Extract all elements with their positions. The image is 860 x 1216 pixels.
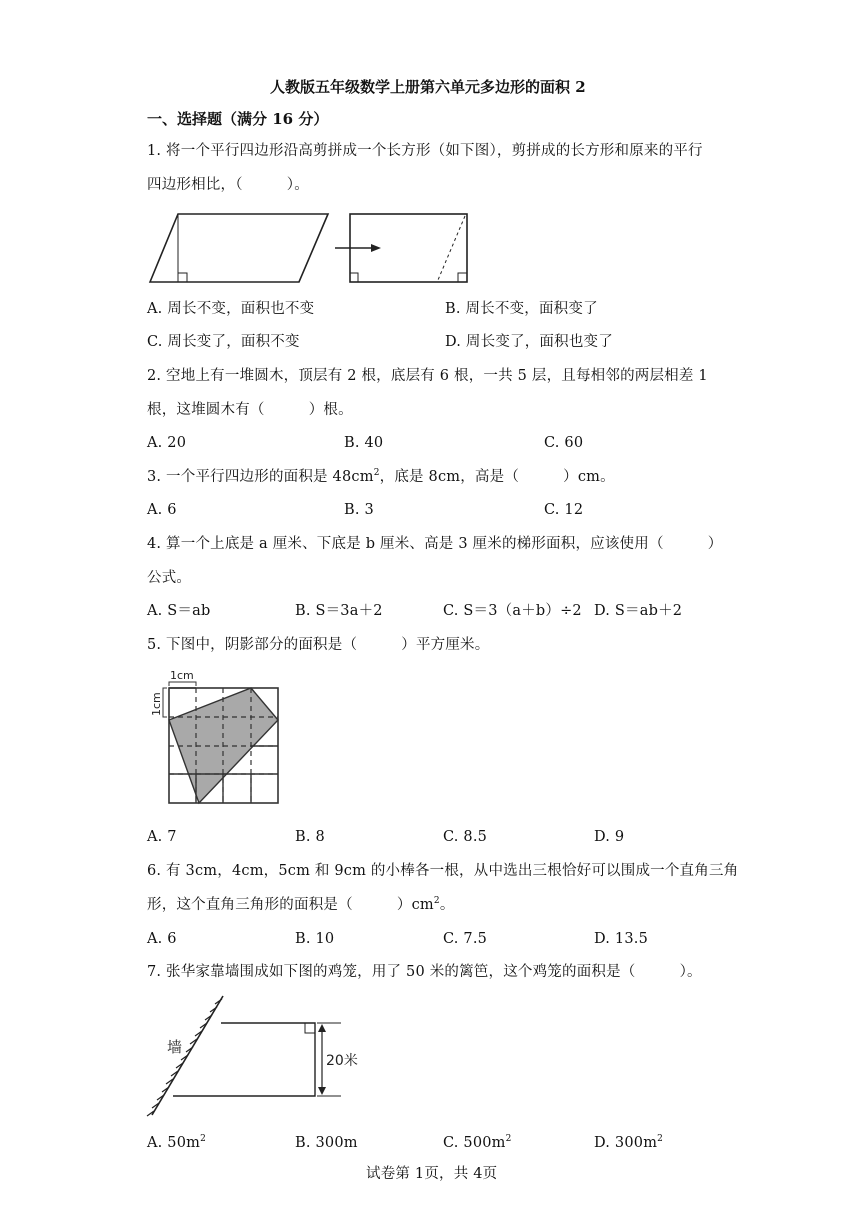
q7-wall-label: 墙: [167, 1038, 183, 1056]
page-title: 人教版五年级数学上册第六单元多边形的面积 2: [270, 78, 586, 96]
q1-stem-line2: 四边形相比，（ ）。: [147, 177, 309, 193]
page-footer: 试卷第 1页，共 4页: [366, 1166, 498, 1182]
q4-option-c: C. S＝3（a＋b）÷2: [443, 603, 582, 619]
q7-arrow-up: [318, 1024, 326, 1032]
q7-option-b: B. 300m: [295, 1135, 358, 1151]
q1-right-angle-mark-2: [458, 273, 467, 282]
q1-figure: [145, 210, 475, 286]
q5-option-d: D. 9: [594, 829, 625, 845]
q1-arrow-head: [371, 244, 381, 252]
q2-option-a: A. 20: [147, 435, 187, 451]
q4-stem-line2: 公式。: [147, 570, 192, 586]
q5-grid-figure: [145, 664, 285, 812]
q3-option-a: A. 6: [147, 502, 177, 518]
q5-horizontal-brace: [169, 682, 196, 686]
q4-option-b: B. S＝3a＋2: [295, 603, 383, 619]
q5-option-b: B. 8: [295, 829, 325, 845]
q2-option-b: B. 40: [344, 435, 384, 451]
q5-stem: 5. 下图中，阴影部分的面积是（ ）平方厘米。: [147, 637, 490, 653]
q6-option-a: A. 6: [147, 931, 177, 947]
q1-dashed-cut: [438, 216, 465, 280]
q7-arrow-down: [318, 1087, 326, 1095]
q4-stem-line1: 4. 算一个上底是 a 厘米、下底是 b 厘米、高是 3 厘米的梯形面积，应该使用（ ）: [147, 536, 723, 552]
q1-option-d: D. 周长变了，面积也变了: [445, 334, 613, 350]
q7-height-label: 20米: [326, 1053, 358, 1069]
q6-stem-line2: 形，这个直角三角形的面积是（ ）$cm^2$。: [147, 896, 455, 913]
q7-wall-hatching: [147, 999, 222, 1116]
q1-option-b: B. 周长不变，面积变了: [445, 301, 598, 317]
q5-vertical-brace: [163, 688, 167, 717]
q2-stem-line1: 2. 空地上有一堆圆木，顶层有 2 根，底层有 6 根，一共 5 层，且每相邻的两层相差 1: [147, 368, 708, 384]
q6-option-b: B. 10: [295, 931, 335, 947]
q3-option-b: B. 3: [344, 502, 374, 518]
q5-option-a: A. 7: [147, 829, 177, 845]
q1-left-angle-mark: [350, 273, 358, 282]
q5-label-horizontal: 1cm: [170, 669, 194, 682]
q7-fence: [173, 1023, 315, 1096]
q6-stem-line1: 6. 有 3cm，4cm，5cm 和 9cm 的小棒各一根，从中选出三根恰好可以围成一个直角三角: [147, 863, 739, 879]
section-heading: 一、选择题（满分 16 分）: [147, 110, 329, 128]
q1-option-c: C. 周长变了，面积不变: [147, 334, 300, 350]
q1-right-angle-mark: [178, 273, 187, 282]
q2-stem-line2: 根，这堆圆木有（ ）根。: [147, 402, 353, 418]
q2-option-c: C. 60: [544, 435, 584, 451]
q5-option-c: C. 8.5: [443, 829, 488, 845]
q7-option-a: A. $50m^2$: [147, 1134, 207, 1151]
q5-label-vertical: 1cm: [150, 692, 163, 716]
q7-right-angle-mark: [305, 1023, 315, 1033]
q6-option-d: D. 13.5: [594, 931, 649, 947]
q7-option-d: D. $300m^2$: [594, 1134, 664, 1151]
q1-stem-line1: 1. 将一个平行四边形沿高剪拼成一个长方形（如下图），剪拼成的长方形和原来的平行: [147, 143, 703, 159]
q4-option-d: D. S＝ab＋2: [594, 603, 683, 619]
q6-option-c: C. 7.5: [443, 931, 488, 947]
q3-option-c: C. 12: [544, 502, 584, 518]
q1-option-a: A. 周长不变，面积也不变: [147, 301, 315, 317]
q1-parallelogram: [150, 214, 328, 282]
q4-option-a: A. S＝ab: [147, 603, 211, 619]
q3-stem: 3. 一个平行四边形的面积是 $48cm^2$，底是 8cm，高是（ ）cm。: [147, 468, 615, 485]
q7-stem: 7. 张华家靠墙围成如下图的鸡笼，用了 50 米的篱笆，这个鸡笼的面积是（ ）。: [147, 964, 702, 980]
q7-option-c: C. $500m^2$: [443, 1134, 512, 1151]
q7-figure: [145, 990, 375, 1120]
